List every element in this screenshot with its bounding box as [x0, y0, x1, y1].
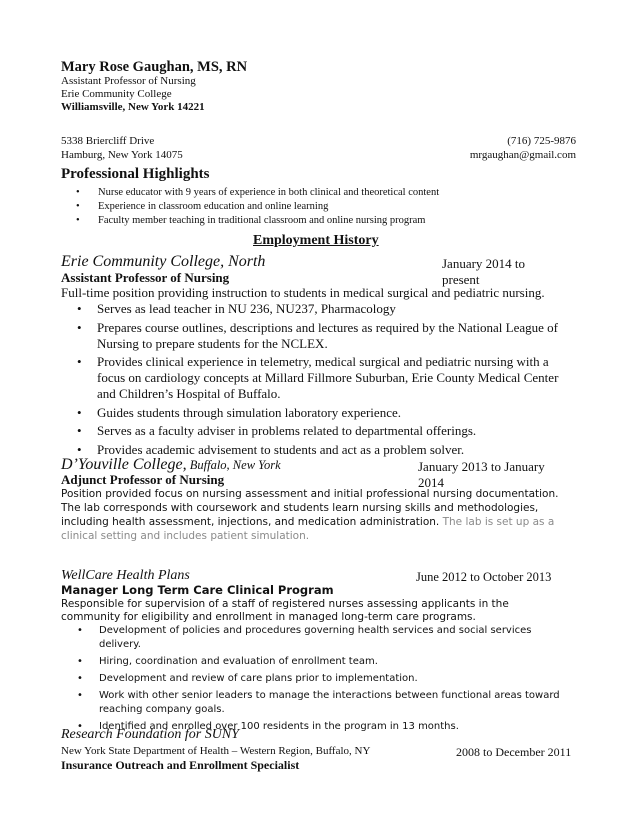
job-dates: 2008 to December 2011	[456, 745, 572, 759]
job-summary: Responsible for supervision of a staff of registered nurses assessing applicants in the community for eligibility and enrollment in managed long-term care programs.	[61, 598, 509, 623]
job-role: Insurance Outreach and Enrollment Specialist	[61, 758, 300, 772]
list-item: • Development and review of care plans prior to implementation.	[99, 672, 569, 686]
header-title: Assistant Professor of Nursing	[61, 75, 196, 87]
job-dates: January 2013 to January 2014	[418, 459, 545, 490]
email-address: mrgaughan@gmail.com	[469, 148, 576, 161]
job-dates: June 2012 to October 2013	[416, 570, 552, 584]
job-org: Research Foundation for SUNY	[61, 727, 239, 742]
list-item: • Prepares course outlines, descriptions and lectures as required by the National League of Nursing to prepare students for the NCLEX.	[97, 320, 577, 352]
list-item: • Hiring, coordination and evaluation of enrollment team.	[99, 655, 569, 669]
phone-number: (716) 725-9876	[507, 135, 576, 147]
summary-text: Position provided focus on nursing assessment and initial professional nursing documentation. The lab corresponds with coursework and students learn nursing skills and methodologies, including health assessment, injections, and medication administration.	[61, 488, 559, 528]
list-item: • Development of policies and procedures governing health services and social services delivery.	[99, 624, 569, 652]
highlights-list	[98, 186, 439, 228]
list-item: • Guides students through simulation laboratory experience.	[97, 405, 577, 421]
job-role: Assistant Professor of Nursing	[61, 270, 230, 285]
org-location: Buffalo, New York	[186, 458, 281, 472]
street-address: 5338 Briercliff Drive	[61, 135, 155, 147]
header-college: Erie Community College	[61, 88, 172, 100]
list-item: • Work with other senior leaders to manage the interactions between functional areas toward reaching company goals.	[99, 689, 569, 717]
list-item: • Provides academic advisement to students and act as a problem solver.	[97, 442, 577, 458]
list-item: • Provides clinical experience in telemetry, medical surgical and pediatric nursing with a focus on cardiology concepts at Millard Fillmore Suburban, Erie County Medical Center and Children’s Hospital of Buffalo.	[97, 354, 577, 402]
list-item: • Serves as lead teacher in NU 236, NU237, Pharmacology	[97, 301, 577, 317]
header-location: Williamsville, New York 14221	[61, 101, 205, 113]
city-address: Hamburg, New York 14075	[61, 148, 183, 161]
address-block	[61, 135, 183, 162]
job-summary: Full-time position providing instruction to students in medical surgical and pediatric nursing.	[61, 285, 545, 300]
job-org: Erie Community College, North	[61, 253, 266, 270]
list-item: • Serves as a faculty adviser in problems related to departmental offerings.	[97, 423, 577, 439]
job-summary	[61, 487, 571, 543]
list-item: • Identified and enrolled over 100 residents in the program in 13 months.	[99, 720, 569, 734]
org-name: D’Youville College,	[61, 456, 187, 473]
credentials-text: , MS, RN	[189, 59, 248, 75]
list-item: • Experience in classroom education and online learning	[98, 200, 439, 214]
job-sub-org: New York State Department of Health – Western Region, Buffalo, NY	[61, 745, 371, 757]
job-dates: January 2014 to present	[442, 256, 526, 287]
job-bullets	[97, 301, 577, 460]
name-text: Mary Rose Gaughan	[61, 59, 190, 75]
job-role: Manager Long Term Care Clinical Program	[61, 583, 334, 597]
candidate-name	[61, 59, 247, 76]
list-item: • Nurse educator with 9 years of experience in both clinical and theoretical content	[98, 186, 439, 200]
employment-heading: Employment History	[253, 233, 379, 248]
summary-grey-text: The lab is set up as a clinical setting and includes patient simulation.	[61, 516, 555, 542]
job-role: Adjunct Professor of Nursing	[61, 472, 225, 487]
list-item: • Faculty member teaching in traditional classroom and online nursing program	[98, 214, 439, 228]
job-bullets	[99, 624, 569, 737]
job-org: WellCare Health Plans	[61, 568, 190, 583]
contact-block	[470, 135, 576, 162]
job-header	[61, 727, 561, 747]
highlights-heading: Professional Highlights	[61, 166, 210, 182]
